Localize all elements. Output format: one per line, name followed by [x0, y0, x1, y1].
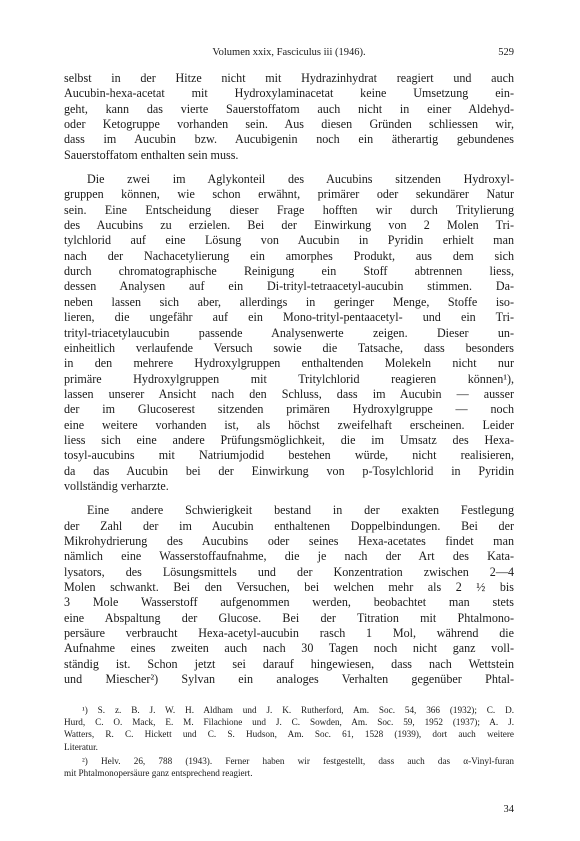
text-line: in den mehrere Hydroxylgruppen enthaltenden Molekeln nicht nur	[64, 356, 514, 371]
text-line: sein. Eine Entscheidung dieser Frage hofften wir durch Tritylierung	[64, 202, 514, 217]
paragraph-3	[64, 503, 514, 687]
text-line: lysators, des Lösungsmittels und der Konzentration zwischen 2—4	[64, 564, 514, 579]
text-line: vollständig verharzte.	[64, 478, 169, 493]
text-line: selbst in der Hitze nicht mit Hydrazinhydrat reagiert und auch	[64, 71, 514, 85]
text-line: Eine andere Schwierigkeit bestand in der exakten Festlegung	[87, 503, 514, 518]
running-header	[64, 47, 514, 63]
text-line: lieren, die ungefähr auf ein Mono-trityl-pentaacetyl- und ein Tri-	[64, 310, 514, 325]
footnote-line: ¹) S. z. B. J. W. H. Aldham und J. K. Rutherford, Am. Soc. 54, 366 (1932); C. D.	[82, 705, 514, 715]
text-line: und Miescher²) Sylvan ein analoges Verhalten gegenüber Phtal-	[64, 672, 514, 687]
text-line: tylchlorid auf eine Lösung von Aucubin in Pyridin erhielt man	[64, 233, 514, 248]
page-number: 529	[498, 47, 514, 58]
text-line: neben lassen sich aber, allerdings in geringer Menge, Stoffe iso-	[64, 294, 514, 309]
text-line: Die zwei im Aglykonteil des Aucubins sitzenden Hydroxyl-	[87, 172, 514, 187]
text-line: Molen schwankt. Bei den Versuchen, bei welchen mehr als 2 ½ bis	[64, 580, 514, 594]
text-line: eine weitere vorhanden ist, als höchst zweifelhaft erscheinen. Leider	[64, 417, 514, 432]
text-line: des Aucubins zu erzielen. Bei der Einwirkung von 2 Molen Tri-	[64, 218, 514, 233]
paragraph-1	[64, 71, 514, 163]
running-title: Volumen xxix, Fasciculus iii (1946).	[212, 47, 366, 58]
text-line: nämlich eine Wasserstoffaufnahme, die je nach der Art des Kata-	[64, 549, 514, 564]
footnote-line: Literatur.	[64, 741, 98, 752]
text-line: gruppen können, wie schon erwähnt, primärer oder sekundärer Natur	[64, 187, 514, 202]
text-line: Aucubin-hexa-acetat mit Hydroxylaminacetat keine Umsetzung ein-	[64, 86, 514, 101]
text-line: eine Abspaltung der Glucose. Bei der Titration mit Phtalmono-	[64, 610, 514, 625]
footnote-line: Hurd, C. O. Mack, E. M. Filachione und J. C. Sowden, Am. Soc. 59, 1952 (1937); A. J.	[64, 717, 514, 728]
text-line: da das Aucubin bei der Einwirkung von p-Tosylchlorid in Pyridin	[64, 463, 514, 478]
body-text	[64, 71, 514, 696]
footnote-line: Watters, R. C. Hickett und C. S. Hudson, Am. Soc. 61, 1528 (1939), dort auch weitere	[64, 729, 514, 740]
text-line: liess sich eine andere Prüfungsmöglichkeit, die im Umsatz des Hexa-	[64, 432, 514, 447]
text-line: Mikrohydrierung des Aucubins oder seines Hexa-acetates findet man	[64, 533, 514, 548]
footnote-line: mit Phtalmonopersäure ganz entsprechend reagiert.	[64, 768, 253, 779]
text-line: dass im Aucubin bzw. Aucubigenin noch ein ätherartig gebundenes	[64, 132, 514, 147]
footnotes	[64, 704, 514, 779]
text-line: geht, kann das vierte Sauerstoffatom auch nicht in einer Aldehyd-	[64, 101, 514, 116]
text-line: primäre Hydroxylgruppen mit Tritylchlorid reagieren können¹),	[64, 371, 514, 386]
text-line: nach der Nachacetylierung ein amorphes Produkt, aus dem sich	[64, 248, 514, 263]
text-line: Aufnahme eines zweiten auch nach 30 Tagen noch nicht ganz voll-	[64, 641, 514, 656]
text-line: persäure verbraucht Hexa-acetyl-aucubin rasch 1 Mol, während die	[64, 626, 514, 641]
text-line: dessen Analysen auf ein Di-trityl-tetraacetyl-aucubin stimmen. Da-	[64, 279, 514, 294]
text-line: lassen unserer Ansicht nach den Schluss, dass im Aucubin — ausser	[64, 386, 514, 401]
text-line: einheitlich verlaufende Versuch sowie die Tatsache, dass besonders	[64, 340, 514, 355]
footnote-line: ²) Helv. 26, 788 (1943). Ferner haben wir festgestellt, dass auch das α-Vinyl-furan	[82, 755, 514, 766]
text-line: trityl-triacetylaucubin passende Analysenwerte zeigen. Dieser un-	[64, 325, 514, 340]
text-line: tosyl-aucubins mit Natriumjodid bestehen würde, nicht realisieren,	[64, 448, 514, 463]
text-line: Sauerstoffatom enthalten sein muss.	[64, 147, 239, 162]
paragraph-2	[64, 172, 514, 494]
signature-number: 34	[503, 804, 514, 815]
text-line: durch chromatographische Reinigung ein Stoff abtrennen liess,	[64, 264, 514, 279]
text-line: der Zahl der im Aucubin enthaltenen Doppelbindungen. Bei der	[64, 518, 514, 533]
text-line: oder Ketogruppe vorhanden sein. Aus diesen Gründen schliessen wir,	[64, 117, 514, 132]
text-line: ständig ist. Schon jetzt sei darauf hingewiesen, dass nach Wettstein	[64, 656, 514, 671]
text-line: 3 Mole Wasserstoff aufgenommen werden, beobachtet man stets	[64, 595, 514, 610]
text-line: der im Glucoserest sitzenden primären Hydroxylgruppe — noch	[64, 402, 514, 417]
